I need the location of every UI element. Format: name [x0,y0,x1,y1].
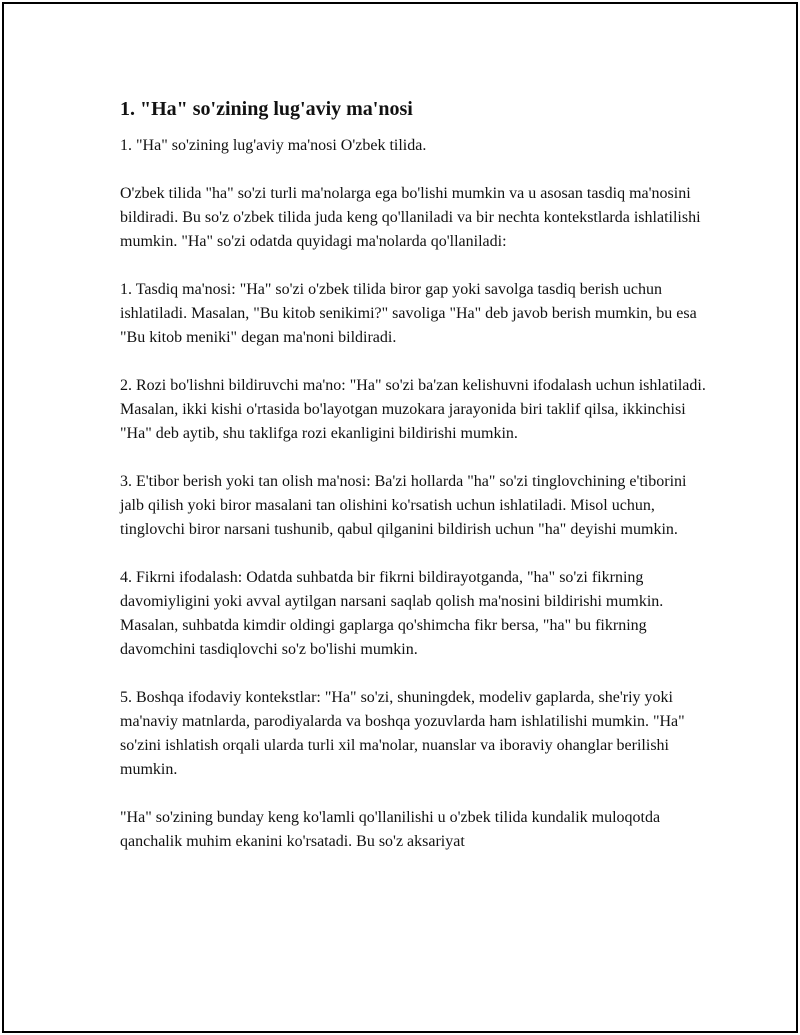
paragraph-meaning-3: 3. E'tibor berish yoki tan olish ma'nosi: Ba'zi hollarda "ha" so'zi tinglovchining e'tiborini jalb qilish yoki biror masalani tan olishini ko'rsatish uchun ishlatiladi. Misol uchun, tinglovchi biror narsani tushunib, qabul qilganini bildirish uchun "ha" deyishi mumkin. [120,473,687,538]
document-body [120,96,710,878]
paragraph-meaning-5: 5. Boshqa ifodaviy kontekstlar: "Ha" so'zi, shuningdek, modeliv gaplarda, she'riy yoki ma'naviy matnlarda, parodiyalarda va boshqa yozuvlarda ham ishlatilishi mumkin. "Ha" so'zini ishlatish orqali ularda turli xil ma'nolar, nuanslar va iboraviy ohanglar berilishi mumkin. [120,689,685,778]
document-title: 1. "Ha" so'zining lug'aviy ma'nosi [120,98,413,120]
paragraph-meaning-4: 4. Fikrni ifodalash: Odatda suhbatda bir fikrni bildirayotganda, "ha" so'zi fikrning davomiyligini yoki avval aytilgan narsani saqlab qolish ma'nosini bildirishi mumkin. Masalan, suhbatda kimdir oldingi gaplarga qo'shimcha fikr bersa, "ha" bu fikrning davomchini tasdiqlovchi so'z bo'lishi mumkin. [120,569,664,658]
paragraph-overview: O'zbek tilida "ha" so'zi turli ma'nolarga ega bo'lishi mumkin va u asosan tasdiq ma'nosini bildiradi. Bu so'z o'zbek tilida juda keng qo'llaniladi va bir nechta kontekstlarda ishlatilishi mumkin. "Ha" so'zi odatda quyidagi ma'nolarda qo'llaniladi: [120,185,701,250]
paragraph-meaning-2: 2. Rozi bo'lishni bildiruvchi ma'no: "Ha" so'zi ba'zan kelishuvni ifodalash uchun ishlatiladi. Masalan, ikki kishi o'rtasida bo'layotgan muzokara jarayonida biri taklif qilsa, ikkinchisi "Ha" deb aytib, shu taklifga rozi ekanligini bildirishi mumkin. [120,377,706,442]
paragraph-meaning-1: 1. Tasdiq ma'nosi: "Ha" so'zi o'zbek tilida biror gap yoki savolga tasdiq berish uchun ishlatiladi. Masalan, "Bu kitob senikimi?" savoliga "Ha" deb javob berish mumkin, bu esa "Bu kitob meniki" degan ma'noni bildiradi. [120,281,697,346]
paragraph-conclusion: "Ha" so'zining bunday keng ko'lamli qo'llanilishi u o'zbek tilida kundalik muloqotda qanchalik muhim ekanini ko'rsatadi. Bu so'z aksariyat [120,809,661,850]
paragraph-intro: 1. "Ha" so'zining lug'aviy ma'nosi O'zbek tilida. [120,137,427,154]
document-page [2,2,798,1033]
